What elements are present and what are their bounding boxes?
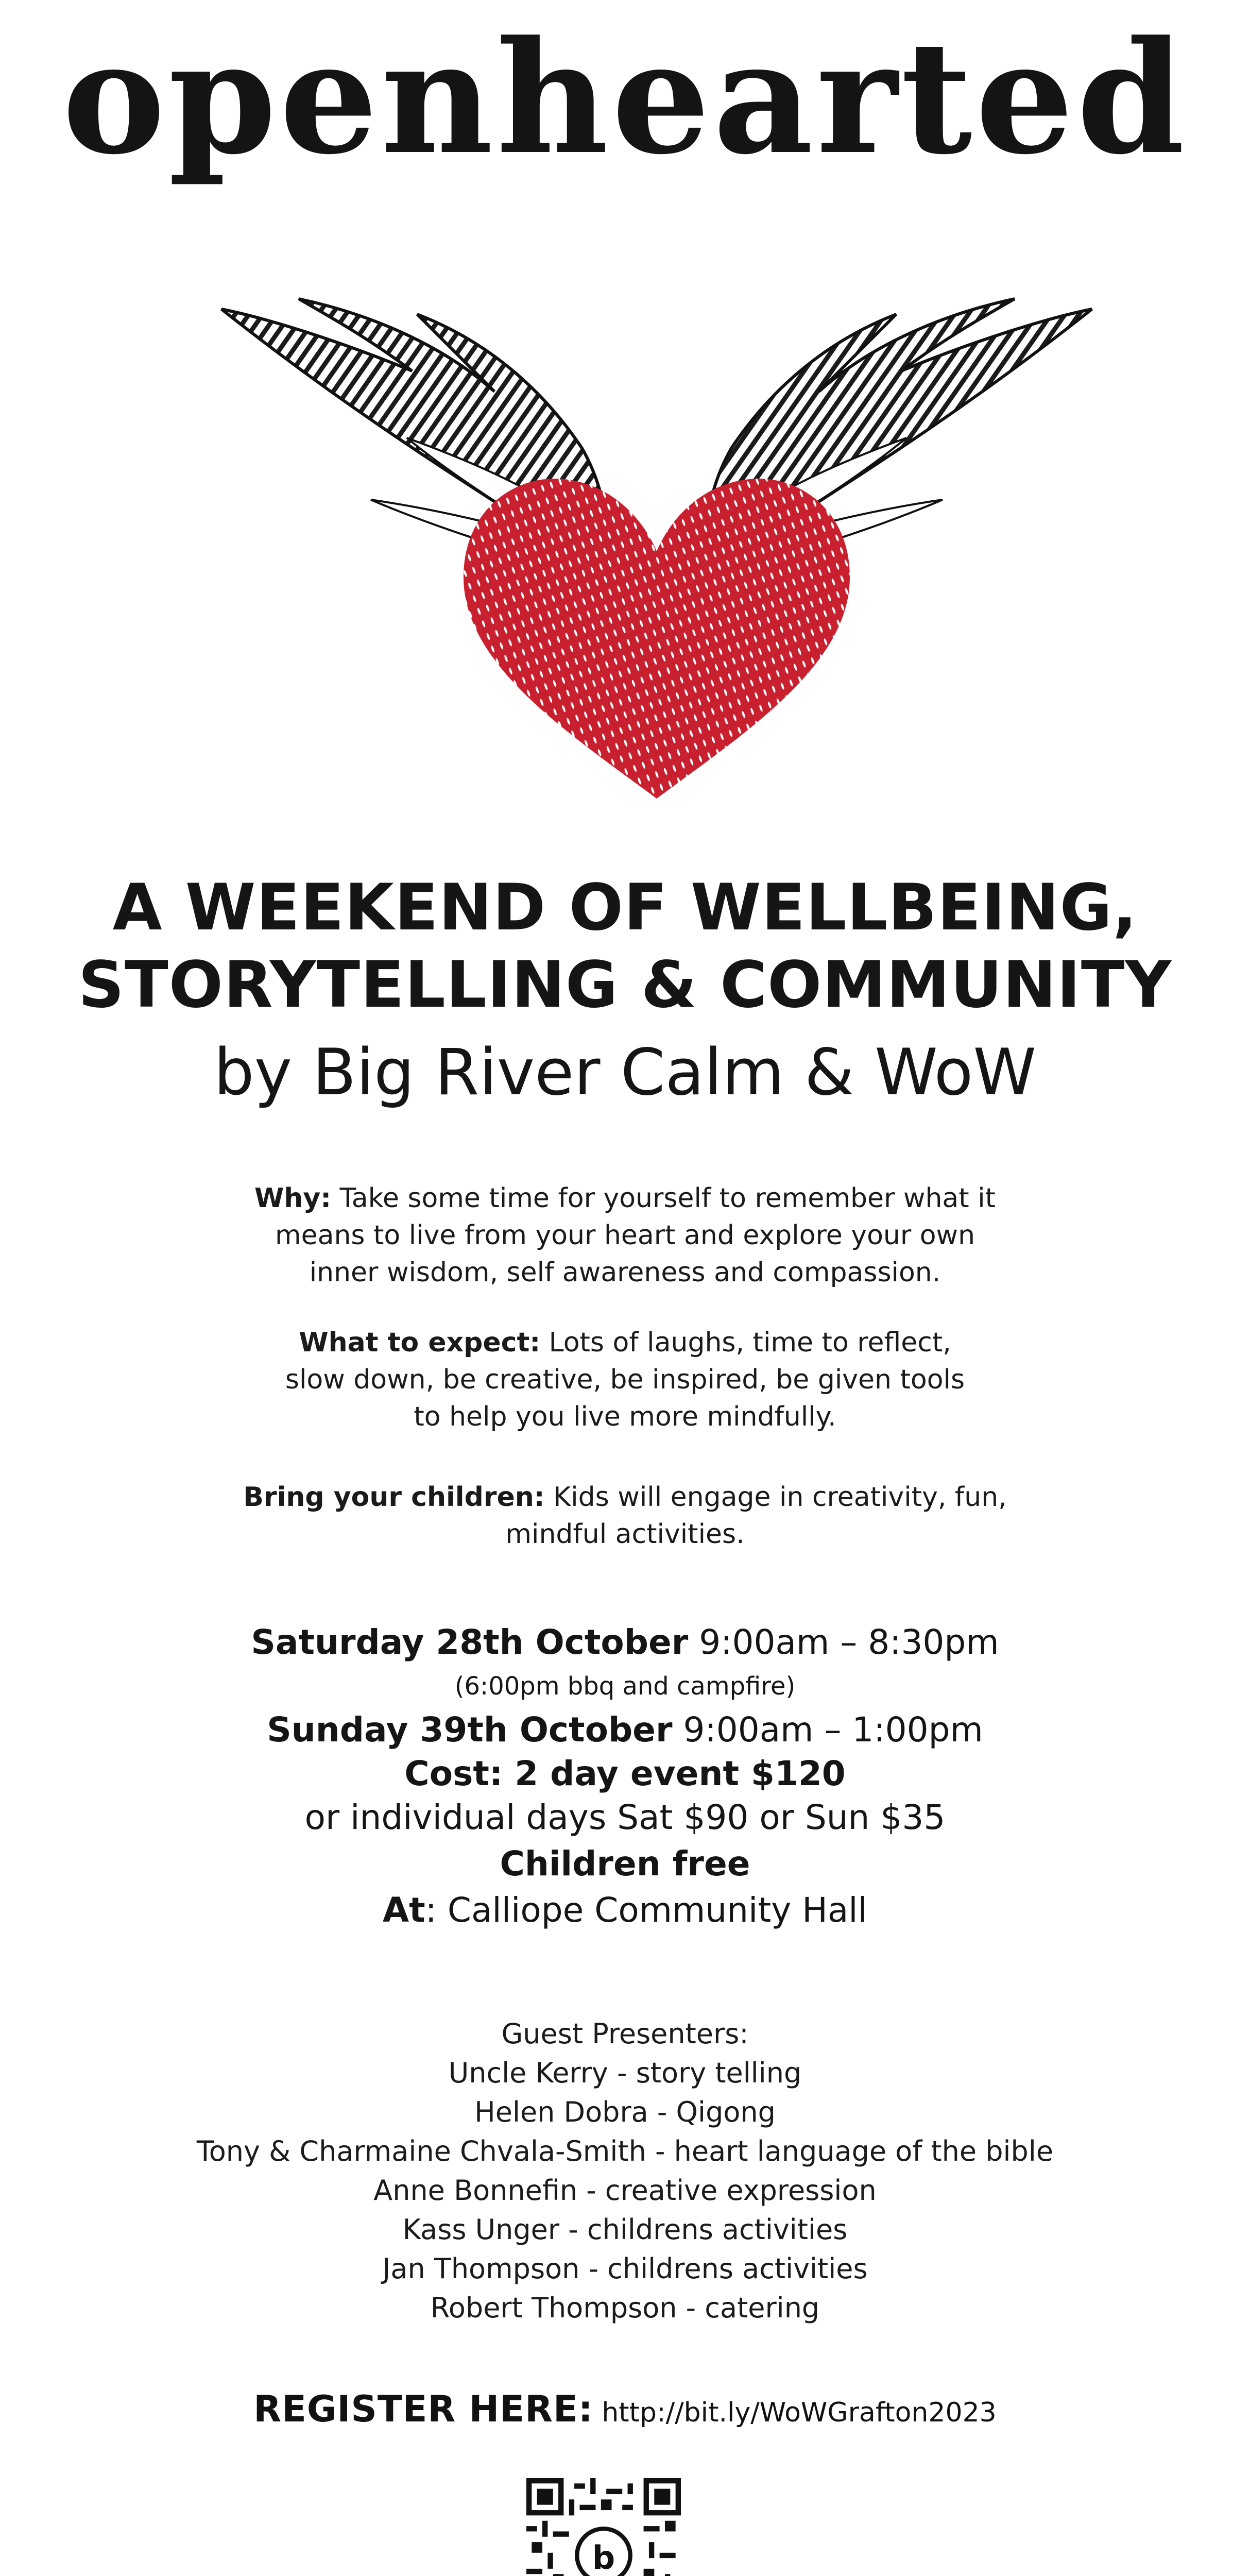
saturday-time: 9:00am – 8:30pm	[688, 1622, 999, 1662]
why-label: Why:	[254, 1183, 332, 1214]
expect-label: What to expect:	[299, 1327, 541, 1358]
children-text-1: Kids will engage in creativity, fun,	[544, 1482, 1007, 1513]
list-item: Robert Thompson - catering	[430, 2292, 820, 2324]
expect-text-2: slow down, be creative, be inspired, be given tools	[285, 1364, 965, 1395]
register-line	[0, 2388, 1250, 2430]
list-item: Uncle Kerry - story telling	[448, 2057, 802, 2089]
why-section	[0, 1180, 1250, 1291]
why-text-1: Take some time for yourself to remember what it	[331, 1183, 996, 1214]
winged-heart-illustration	[103, 242, 1147, 819]
expect-section	[0, 1324, 1250, 1435]
headline-line-2: STORYTELLING & COMMUNITY	[78, 948, 1172, 1022]
saturday-label: Saturday 28th October	[251, 1622, 689, 1662]
saturday-note: (6:00pm bbq and campfire)	[454, 1672, 796, 1701]
guests-heading: Guest Presenters:	[501, 2018, 749, 2050]
children-free: Children free	[500, 1844, 750, 1884]
venue-text: : Calliope Community Hall	[425, 1890, 867, 1930]
list-item: Helen Dobra - Qigong	[474, 2096, 776, 2128]
venue-line	[0, 1891, 1250, 1930]
list-item: Anne Bonnefin - creative expression	[373, 2174, 877, 2207]
register-link[interactable]: http://bit.ly/WoWGrafton2023	[593, 2397, 997, 2428]
qr-code[interactable]	[526, 2478, 681, 2576]
individual-days: or individual days Sat $90 or Sun $35	[304, 1798, 946, 1837]
svg-text:b: b	[592, 2538, 615, 2576]
sunday-time: 9:00am – 1:00pm	[672, 1710, 983, 1750]
sunday-label: Sunday 39th October	[267, 1710, 673, 1750]
guest-presenters	[0, 2014, 1250, 2328]
children-text-2: mindful activities.	[505, 1519, 745, 1550]
list-item: Jan Thompson - childrens activities	[382, 2252, 868, 2285]
expect-text-3: to help you live more mindfully.	[414, 1401, 836, 1432]
register-label: REGISTER HERE:	[253, 2388, 593, 2430]
list-item: Kass Unger - childrens activities	[402, 2213, 848, 2246]
list-item: Tony & Charmaine Chvala-Smith - heart language of the bible	[196, 2135, 1054, 2167]
headline-line-1: A WEEKEND OF WELLBEING,	[112, 871, 1138, 945]
heart-icon	[464, 479, 850, 799]
children-label: Bring your children:	[243, 1482, 545, 1513]
cost: Cost: 2 day event $120	[404, 1754, 846, 1793]
expect-text-1: Lots of laughs, time to reflect,	[540, 1327, 951, 1358]
children-section	[0, 1479, 1250, 1553]
sunday-line	[0, 1710, 1250, 1750]
saturday-line	[0, 1623, 1250, 1662]
venue-label: At	[383, 1890, 425, 1930]
headline-line-3: by Big River Calm & WoW	[214, 1036, 1036, 1110]
why-text-2: means to live from your heart and explore your own	[275, 1220, 975, 1251]
page-title: openhearted	[62, 7, 1188, 189]
why-text-3: inner wisdom, self awareness and compassion.	[309, 1257, 941, 1288]
